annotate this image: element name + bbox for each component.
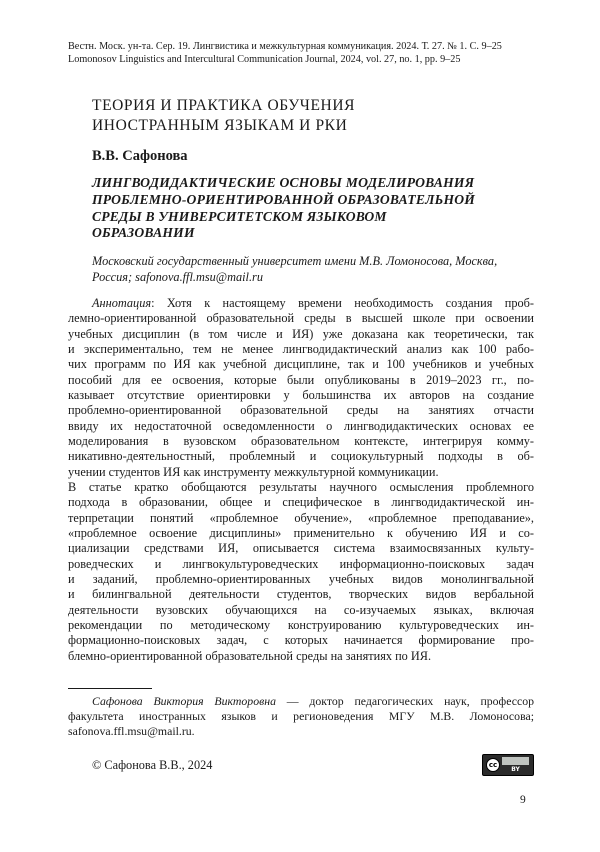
abstract-line: роведческих и лингвокультуроведческих информационно-поисковых задач	[68, 556, 534, 571]
abstract-line: подхода в образовании, общее и специфическое в лингводидактической ин-	[68, 495, 534, 510]
article-title: ЛИНГВОДИДАКТИЧЕСКИЕ ОСНОВЫ МОДЕЛИРОВАНИЯ ПРОБЛЕМНО-ОРИЕНТИРОВАННОЙ ОБРАЗОВАТЕЛЬНОЙ СРЕДЫ В УНИВЕРСИТЕТСКОМ ЯЗЫКОВОМ ОБРАЗОВАНИИ	[92, 175, 476, 241]
abstract-line: лемно-ориентированной образовательной среды в высшей школе при освоении	[68, 311, 534, 326]
running-head-en: Lomonosov Linguistics and Intercultural Communication Journal, 2024, vol. 27, no. 1, pp. 9–25	[68, 54, 461, 65]
section-title: ТЕОРИЯ И ПРАКТИКА ОБУЧЕНИЯ ИНОСТРАННЫМ ЯЗЫКАМ И РКИ	[92, 97, 356, 134]
abstract-line: «проблемное освоение дисциплины» применительно к обучению ИЯ и со-	[68, 525, 534, 540]
abstract	[68, 296, 534, 664]
abstract-line: никативно-деятельностный, проблемный и социокультурный подходы в об-	[68, 449, 534, 464]
abstract-line: В статье кратко обобщаются результаты научного осмысления проблемного	[68, 479, 534, 494]
author-affiliation: Московский государственный университет имени М.В. Ломоносова, Москва, Россия; safonova.ffl.msu@mail.ru	[92, 254, 498, 284]
running-head-ru: Вестн. Моск. ун-та. Сер. 19. Лингвистика и межкультурная коммуникация. 2024. Т. 27. № 1. С. 9–25	[68, 41, 502, 52]
cc-by-bar	[502, 757, 529, 765]
abstract-line: деятельности вузовских обучающихся на со-изучаемых языках, включая	[68, 602, 534, 617]
copyright-notice: © Сафонова В.В., 2024	[92, 758, 213, 772]
footnote-line: safonova.ffl.msu@mail.ru.	[68, 724, 195, 738]
cc-by-label: BY	[511, 766, 520, 773]
abstract-line: рекомендации по методическому конструированию культуроведческих ин-	[68, 617, 534, 632]
page-number: 9	[520, 794, 526, 806]
abstract-line: блемно-ориентированной образовательной среды на занятиях по ИЯ.	[68, 648, 432, 663]
abstract-line: учении студентов ИЯ как инструменту межкультурной коммуникации.	[68, 464, 439, 479]
abstract-line: и экспериментально, тем не менее лингводидактический анализ как 100 рабо-	[68, 341, 534, 356]
abstract-line: казывает отсутствие ориентировки у большинства их авторов на создание	[68, 387, 534, 402]
abstract-line: циализации средствами ИЯ, описывается система взаимосвязанных культу-	[68, 541, 534, 556]
author-footnote	[68, 694, 534, 739]
abstract-label: Аннотация	[92, 296, 152, 310]
footnote-author-name: Сафонова Виктория Викторовна	[92, 694, 276, 708]
footnote-line: Сафонова Виктория Викторовна — доктор педагогических наук, профессор	[92, 694, 534, 708]
author-name: В.В. Сафонова	[92, 148, 188, 164]
abstract-line: проблемно-ориентированной образовательной среды на занятиях отчасти	[68, 403, 534, 418]
cc-icon: cc	[486, 758, 500, 772]
footnote-divider	[68, 688, 152, 689]
abstract-line: пособий для ее освоения, которые были опубликованы в 2019–2023 гг., по-	[68, 372, 534, 387]
abstract-line: моделирования в вузовском образовательном контексте, интегрируя комму-	[68, 433, 534, 448]
footnote-line: факультета иностранных языков и регионоведения МГУ М.В. Ломоносова;	[68, 709, 534, 723]
abstract-line: и заданий, проблемно-ориентированных учебных видов монолингвальной	[68, 571, 534, 586]
abstract-line: чих программ по ИЯ как учебной дисциплине, так и 100 учебников и учебных	[68, 357, 534, 372]
running-head	[68, 40, 538, 66]
abstract-line: и билингвальной деятельности студентов, творческих видов вербальной	[68, 587, 534, 602]
abstract-line: ввиду их недостаточной осведомленности о лингводидактических основах ее	[68, 418, 534, 433]
abstract-line: учебных дисциплин (в том числе и ИЯ) уже доказана как теоретически, так	[68, 326, 534, 341]
abstract-line: Аннотация: Хотя к настоящему времени необходимость создания проб-	[92, 296, 534, 310]
abstract-line: терпретации понятий «проблемное обучение», «проблемное преподавание»,	[68, 510, 534, 525]
abstract-line: формационно-поисковых задач, с которых начинается формирование про-	[68, 633, 534, 648]
cc-by-license-icon	[482, 754, 534, 776]
